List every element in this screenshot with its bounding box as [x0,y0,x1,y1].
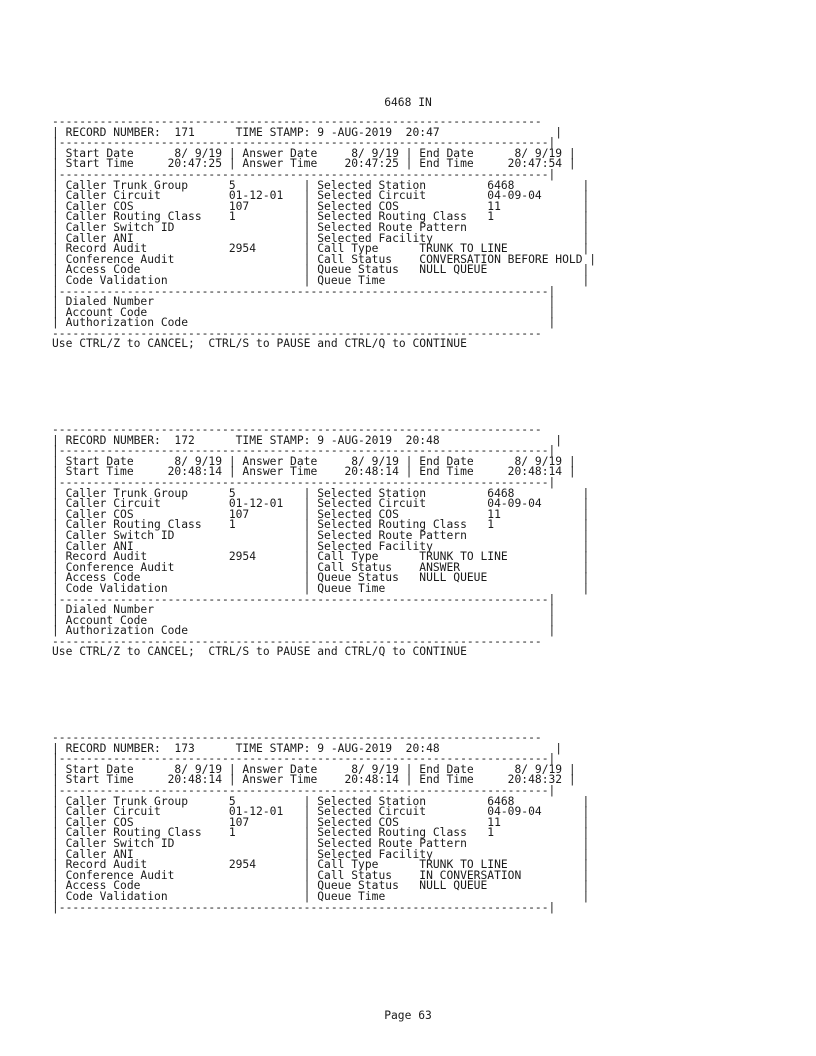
call-record-173: ------------------------------------------------------------------------ | RECORD NUMBER: 173 TIME STAMP: 9 -AUG-2019 20:48 | |------------------------------------------------------------------------| | Start Date 8/ 9/19 | Answer Date 8/ 9/19 | End Date 8/ 9/19 | | Start Time 20:48:14 | Answer Time 20:48:14 | End Time 20:48:32 | |------------------------------------------------------------------------| | Caller Trunk Group 5 | Selected Station 6468 | | Caller Circuit 01-12-01 | Selected Circuit 04-09-04 | | Caller COS 107 | Selected COS 11 | | Caller Routing Class 1 | Selected Routing Class 1 | | Caller Switch ID | Selected Route Pattern | | Caller ANI | Selected Facility | | Record Audit 2954 | Call Type TRUNK TO LINE | | Conference Audit | Call Status IN CONVERSATION | | Access Code | Queue Status NULL QUEUE | | Code Validation | Queue Time | |------------------------------------------------------------------------| [52,731,590,914]
page-number: Page 63 [384,1009,432,1022]
call-record-172: ------------------------------------------------------------------------ | RECORD NUMBER: 172 TIME STAMP: 9 -AUG-2019 20:48 | |------------------------------------------------------------------------| | Start Date 8/ 9/19 | Answer Date 8/ 9/19 | End Date 8/ 9/19 | | Start Time 20:48:14 | Answer Time 20:48:14 | End Time 20:48:14 | |------------------------------------------------------------------------| | Caller Trunk Group 5 | Selected Station 6468 | | Caller Circuit 01-12-01 | Selected Circuit 04-09-04 | | Caller COS 107 | Selected COS 11 | | Caller Routing Class 1 | Selected Routing Class 1 | | Caller Switch ID | Selected Route Pattern | | Caller ANI | Selected Facility | | Record Audit 2954 | Call Type TRUNK TO LINE | | Conference Audit | Call Status ANSWER | | Access Code | Queue Status NULL QUEUE | | Code Validation | Queue Time | |------------------------------------------------------------------------| | Dialed Number | | Account Code | | Authorization Code | ------------------------------------------------------------------------ Use CTRL/Z to CANCEL; CTRL/S to PAUSE and CTRL/Q to CONTINUE [52,423,590,659]
call-record-171: ------------------------------------------------------------------------ | RECORD NUMBER: 171 TIME STAMP: 9 -AUG-2019 20:47 | |------------------------------------------------------------------------| | Start Date 8/ 9/19 | Answer Date 8/ 9/19 | End Date 8/ 9/19 | | Start Time 20:47:25 | Answer Time 20:47:25 | End Time 20:47:54 | |------------------------------------------------------------------------| | Caller Trunk Group 5 | Selected Station 6468 | | Caller Circuit 01-12-01 | Selected Circuit 04-09-04 | | Caller COS 107 | Selected COS 11 | | Caller Routing Class 1 | Selected Routing Class 1 | | Caller Switch ID | Selected Route Pattern | | Caller ANI | Selected Facility | | Record Audit 2954 | Call Type TRUNK TO LINE | | Conference Audit | Call Status CONVERSATION BEFORE HOLD | | Access Code | Queue Status NULL QUEUE | | Code Validation | Queue Time | |------------------------------------------------------------------------| | Dialed Number | | Account Code | | Authorization Code | ------------------------------------------------------------------------ Use CTRL/Z to CANCEL; CTRL/S to PAUSE and CTRL/Q to CONTINUE [52,115,597,351]
page-header: 6468 IN [384,96,432,109]
